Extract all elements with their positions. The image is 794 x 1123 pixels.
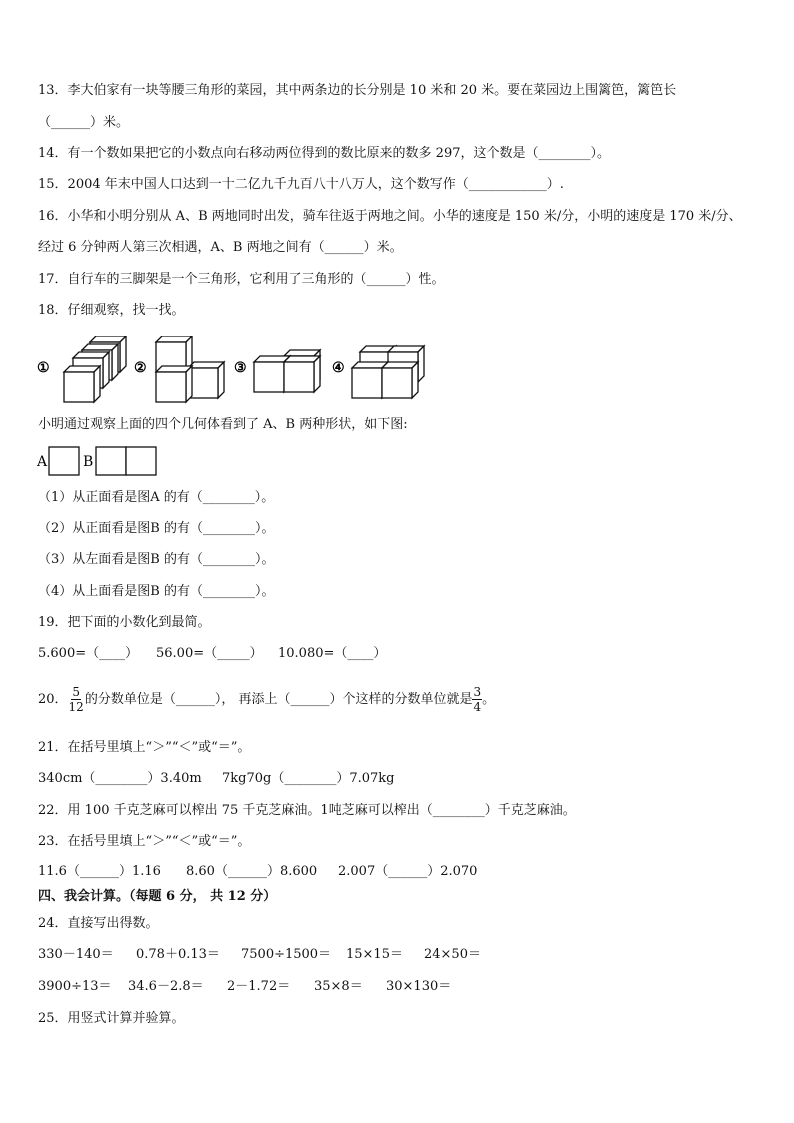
q24-r1-c3: 7500÷1500＝ [241,947,332,962]
q18-sub-1: （1）从正面看是图A 的有（________）。 [38,490,275,505]
q24-r2-c2: 34.6－2.8＝ [128,979,204,994]
q16-line1: 16．小华和小明分别从 A、B 两地同时出发，骑车往返于两地之间。小华的速度是 150 米/分，小明的速度是 170 米/分、 [38,209,742,224]
q21-item-2: 7kg70g（________）7.07kg [222,771,395,786]
shape-label-2: ② [134,360,147,376]
q24-r2-c5: 30×130＝ [386,979,452,994]
q24-r1-c1: 330－140＝ [38,947,114,962]
q14: 14．有一个数如果把它的小数点向右移动两位得到的数比原来的数多 297，这个数是（________）。 [38,146,610,161]
q15: 15．2004 年末中国人口达到一十二亿九千九百八十八万人，这个数写作（____________）. [38,177,564,192]
q24-title: 24．直接写出得数。 [38,916,159,931]
q24-r1-c5: 24×50＝ [424,947,481,962]
q25: 25．用竖式计算并验算。 [38,1011,185,1026]
label-b: B [83,454,94,470]
q24-r2-c4: 35×8＝ [314,979,363,994]
fraction-denominator: 4 [473,700,482,714]
shape-label-3: ③ [234,360,247,376]
q20-middle: 的分数单位是（______）， 再添上（______）个这样的分数单位就是 [84,692,473,707]
q19-title: 19．把下面的小数化到最简。 [38,615,211,630]
q18-title: 18．仔细观察，找一找。 [38,303,185,318]
shape-b-square-1 [96,447,126,475]
q20 [38,684,495,716]
shape-b-square-2 [126,447,156,475]
q23-item-1: 11.6（______）1.16 [38,864,161,879]
shape-a-square [49,447,79,475]
q20-suffix: 。 [482,692,496,707]
fraction-denominator: 12 [68,700,84,714]
q22: 22．用 100 千克芝麻可以榨出 75 千克芝麻油。1吨芝麻可以榨出（________）千克芝麻油。 [38,803,576,818]
q16-line2: 经过 6 分钟两人第三次相遇，A、B 两地之间有（______）米。 [38,240,403,255]
q21-item-1: 340cm（________）3.40m [38,771,202,786]
q18-sub-2: （2）从正面看是图B 的有（________）。 [38,521,275,536]
q24-r2-c1: 3900÷13＝ [38,979,112,994]
solid-4 [352,346,424,398]
q23-item-2: 8.60（______）8.600 [186,864,318,879]
q18-sub-4: （4）从上面看是图B 的有（________）。 [38,584,275,599]
q20-prefix: 20． [38,692,68,707]
shape-label-1: ① [37,360,50,376]
q18-sub-3: （3）从左面看是图B 的有（________）。 [38,552,275,567]
label-a: A [37,454,48,470]
section-4-heading: 四、我会计算。（每题 6 分， 共 12 分） [38,889,277,904]
fraction-5-12 [68,685,85,714]
q23-title: 23．在括号里填上“＞”“＜”或“＝”。 [38,834,251,849]
fraction-numerator: 3 [473,685,482,699]
q19-item-2: 56.00=（_____） [156,646,263,661]
q24-r1-c4: 15×15＝ [346,947,403,962]
fraction-numerator: 5 [72,685,80,699]
q21-title: 21．在括号里填上“＞”“＜”或“＝”。 [38,740,251,755]
q17: 17．自行车的三脚架是一个三角形，它利用了三角形的（______）性。 [38,272,445,287]
q13-line2: （______）米。 [38,115,130,130]
q18-intro: 小明通过观察上面的四个几何体看到了 A、B 两种形状，如下图: [38,417,408,432]
q24-r2-c3: 2－1.72＝ [227,979,291,994]
solid-3 [254,350,320,392]
q13-line1: 13．李大伯家有一块等腰三角形的菜园，其中两条边的长分别是 10 米和 20 米。要在菜园边上围篱笆，篱笆长 [38,83,677,98]
fraction-3-4 [472,685,482,714]
q19-item-3: 10.080=（____） [278,646,387,661]
shape-label-4: ④ [332,360,345,376]
shape-ab-figure [36,446,166,476]
solids-figure [36,336,436,406]
solid-2 [156,336,224,402]
q19-item-1: 5.600=（____） [38,646,139,661]
q23-item-3: 2.007（______）2.070 [338,864,478,879]
q24-r1-c2: 0.78＋0.13＝ [136,947,220,962]
solid-1 [64,336,126,402]
